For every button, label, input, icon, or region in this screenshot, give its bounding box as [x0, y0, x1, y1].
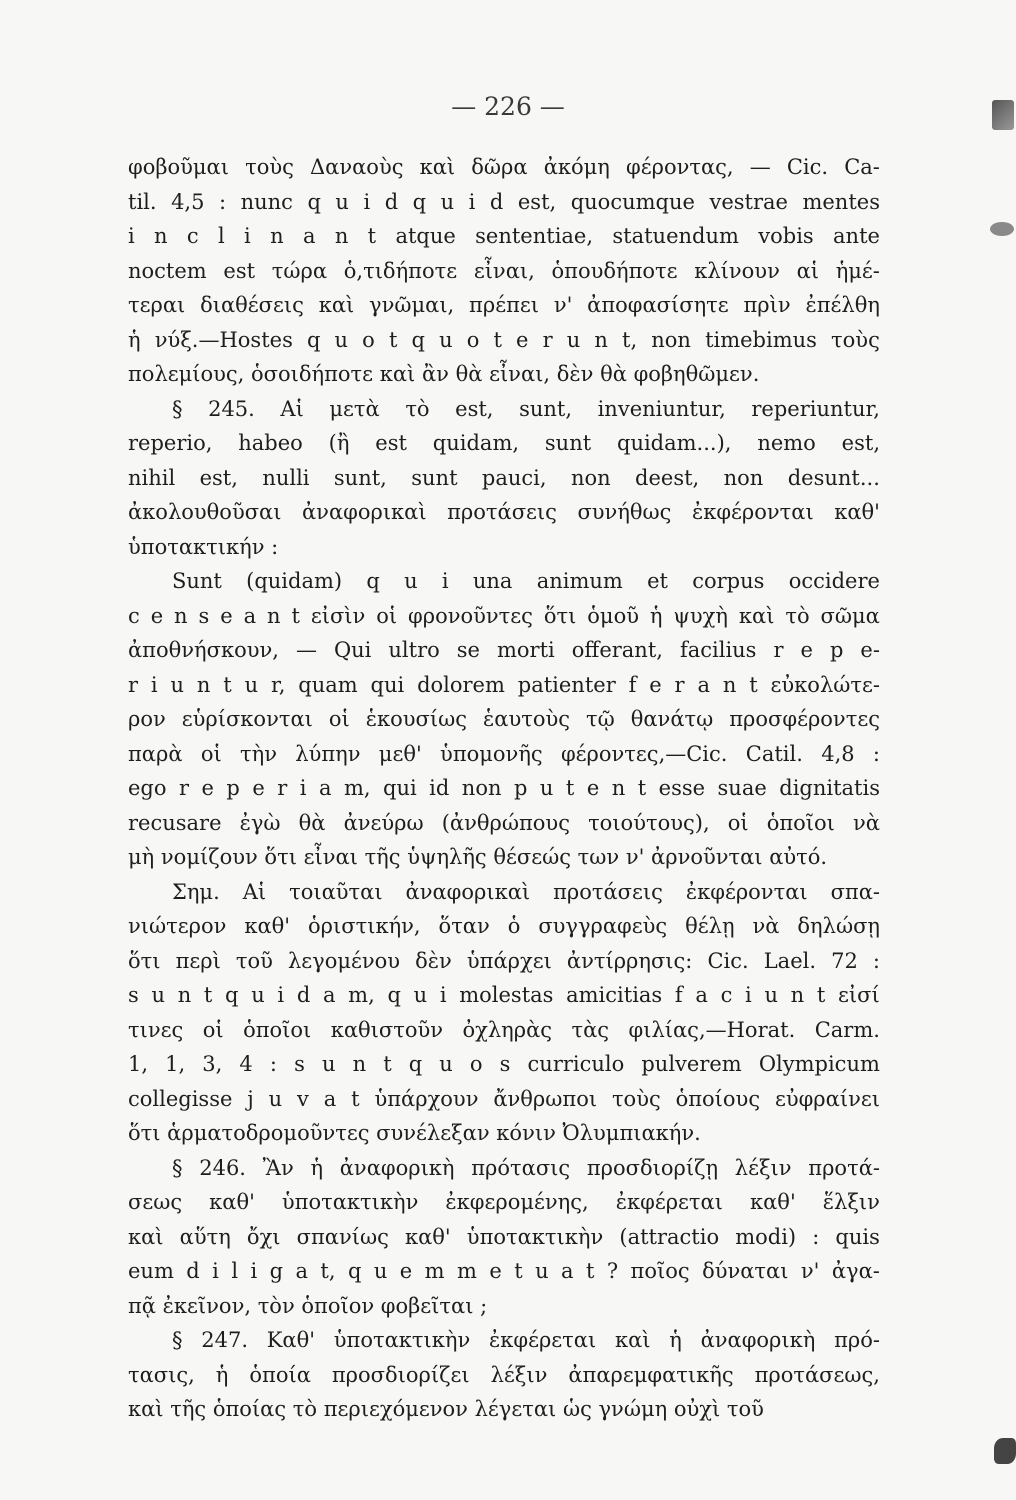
- text-line: § 246. Ἂν ἡ ἀναφορικὴ πρότασις προσδιορίζῃ λέξιν προτά-: [172, 1155, 880, 1180]
- page-number: — 226 —: [451, 92, 565, 121]
- text-line: πᾷ ἐκεῖνον, τὸν ὁποῖον φοβεῖται ;: [128, 1293, 488, 1318]
- text-line: μὴ νομίζουν ὅτι εἶναι τῆς ὑψηλῆς θέσεώς των ν' ἀρνοῦνται αὐτό.: [128, 845, 828, 869]
- text-line: καὶ τῆς ὁποίας τὸ περιεχόμενον λέγεται ὡς γνώμη οὐχὶ τοῦ: [128, 1397, 764, 1421]
- text-line: c e n s e a n t εἰσὶν οἱ φρονοῦντες ὅτι ὁμοῦ ἡ ψυχὴ καὶ τὸ σῶμα: [128, 603, 880, 628]
- scan-mark-bottom-right: [994, 1438, 1016, 1464]
- text-line: collegisse j u v a t ὑπάρχουν ἄνθρωποι τοὺς ὁποίους εὐφραίνει: [128, 1086, 880, 1111]
- scan-mark-right: [990, 222, 1014, 236]
- text-line: νιώτερον καθ' ὁριστικήν, ὅταν ὁ συγγραφεὺς θέλῃ νὰ δηλώσῃ: [128, 914, 880, 938]
- text-line: ego r e p e r i a m, qui id non p u t e n t esse suae dignitatis: [128, 776, 880, 800]
- text-line: ρον εὑρίσκονται οἱ ἑκουσίως ἑαυτοὺς τῷ θανάτῳ προσφέροντες: [128, 707, 880, 731]
- text-line: r i u n t u r, quam qui dolorem patienter f e r a n t εὐκολώτε-: [128, 672, 880, 697]
- text-line: 1, 1, 3, 4 : s u n t q u o s curriculo pulverem Olympicum: [128, 1052, 880, 1076]
- text-line: nihil est, nulli sunt, sunt pauci, non deest, non desunt...: [128, 465, 880, 490]
- text-line: φοβοῦμαι τοὺς Δαναοὺς καὶ δῶρα ἀκόμη φέροντας, — Cic. Ca-: [128, 155, 880, 179]
- text-line: πολεμίους, ὁσοιδήποτε καὶ ἂν θὰ εἶναι, δὲν θὰ φοβηθῶμεν.: [128, 362, 760, 386]
- text-line: til. 4,5 : nunc q u i d q u i d est, quocumque vestrae mentes: [128, 189, 880, 214]
- text-line: ὅτι ἁρματοδρομοῦντες συνέλεξαν κόνιν Ὀλυμπιακήν.: [128, 1121, 701, 1145]
- text-line: s u n t q u i d a m, q u i molestas amicitias f a c i u n t εἰσί: [128, 983, 880, 1007]
- text-line: τασις, ἡ ὁποία προσδιορίζει λέξιν ἀπαρεμφατικῆς προτάσεως,: [128, 1362, 880, 1387]
- text-line: Σημ. Αἱ τοιαῦται ἀναφορικαὶ προτάσεις ἐκφέρονται σπα-: [172, 879, 880, 904]
- text-line: recusare ἐγὼ θὰ ἀνεύρω (ἀνθρώπους τοιούτους), οἱ ὁποῖοι νὰ: [128, 810, 880, 835]
- text-line: § 245. Αἱ μετὰ τὸ est, sunt, inveniuntur, reperiuntur,: [172, 396, 880, 421]
- text-line: Sunt (quidam) q u i una animum et corpus occidere: [172, 569, 880, 593]
- text-line: ἀποθνήσκουν, — Qui ultro se morti offerant, facilius r e p e-: [128, 638, 880, 662]
- text-line: ὅτι περὶ τοῦ λεγομένου δὲν ὑπάρχει ἀντίρρησις: Cic. Lael. 72 :: [128, 948, 880, 973]
- text-line: eum d i l i g a t, q u e m m e t u a t ? ποῖος δύναται ν' ἀγα-: [128, 1259, 880, 1283]
- text-line: reperio, habeo (ἢ est quidam, sunt quidam...), nemo est,: [128, 431, 880, 455]
- text-line: ἀκολουθοῦσαι ἀναφορικαὶ προτάσεις συνήθως ἐκφέρονται καθ': [128, 500, 880, 524]
- text-line: τεραι διαθέσεις καὶ γνῶμαι, πρέπει ν' ἀποφασίσητε πρὶν ἐπέλθη: [128, 293, 880, 317]
- text-line: παρὰ οἱ τὴν λύπην μεθ' ὑπομονῆς φέροντες,—Cic. Catil. 4,8 :: [128, 741, 880, 766]
- text-line: τινες οἱ ὁποῖοι καθιστοῦν ὀχληρὰς τὰς φιλίας,—Horat. Carm.: [128, 1017, 880, 1042]
- text-line: i n c l i n a n t atque sententiae, statuendum vobis ante: [128, 224, 880, 248]
- text-line: σεως καθ' ὑποτακτικὴν ἐκφερομένης, ἐκφέρεται καθ' ἕλξιν: [128, 1190, 880, 1214]
- text-line: noctem est τώρα ὁ,τιδήποτε εἶναι, ὁπουδήποτε κλίνουν αἱ ἡμέ-: [128, 258, 880, 283]
- text-line: § 247. Καθ' ὑποτακτικὴν ἐκφέρεται καὶ ἡ ἀναφορικὴ πρό-: [172, 1328, 880, 1352]
- text-block: [128, 150, 880, 1427]
- text-line: καὶ αὕτη ὄχι σπανίως καθ' ὑποτακτικὴν (attractio modi) : quis: [128, 1224, 880, 1249]
- text-line: ἡ νύξ.—Hostes q u o t q u o t e r u n t, non timebimus τοὺς: [128, 327, 880, 352]
- scan-mark-top-right: [992, 100, 1014, 130]
- text-line: ὑποτακτικήν :: [128, 534, 279, 559]
